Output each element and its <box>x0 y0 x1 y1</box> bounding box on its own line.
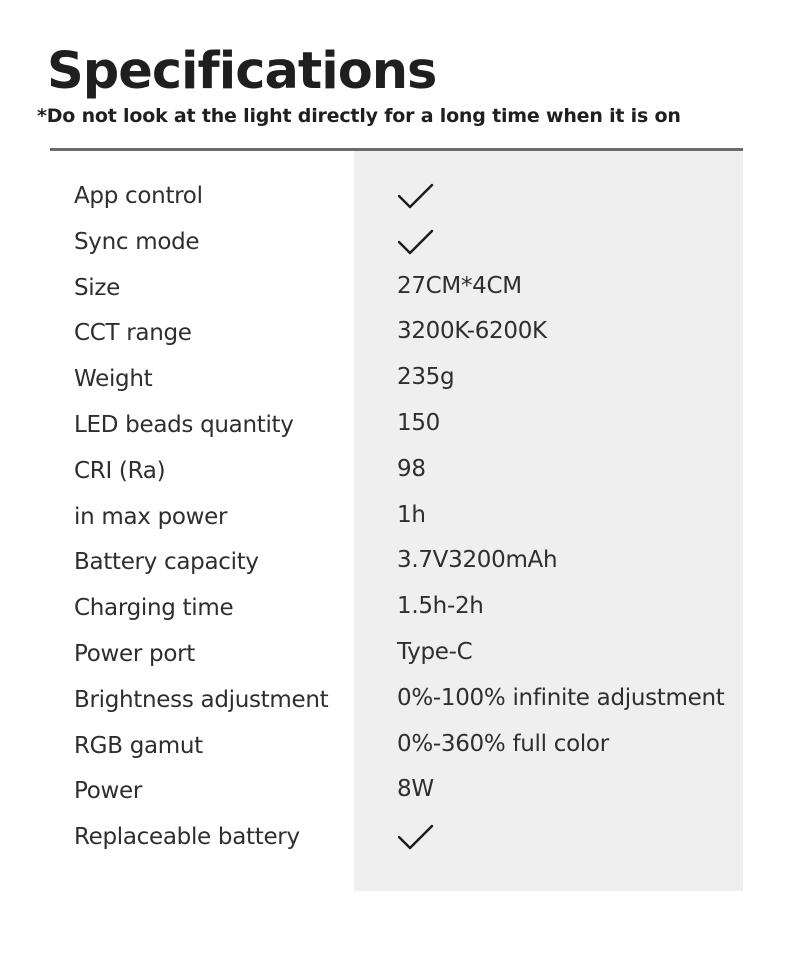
spec-value: 3200K-6200K <box>397 318 547 345</box>
spec-value: 1.5h-2h <box>397 593 484 620</box>
spec-row-size <box>0 266 790 312</box>
spec-label: LED beads quantity <box>74 411 294 438</box>
spec-label: CRI (Ra) <box>74 457 166 484</box>
spec-value: 27CM*4CM <box>397 272 522 299</box>
spec-label: Charging time <box>74 595 234 622</box>
spec-row-power <box>0 769 790 815</box>
spec-value: 3.7V3200mAh <box>397 547 558 574</box>
check-icon <box>398 229 434 257</box>
spec-value: 1h <box>397 501 426 528</box>
spec-row-cri <box>0 449 790 495</box>
spec-label: App control <box>74 183 203 209</box>
spec-row-rgb-gamut <box>0 724 790 770</box>
spec-label: Sync mode <box>74 228 200 255</box>
spec-row-replaceable-battery <box>0 815 790 861</box>
spec-row-app-control <box>0 174 790 220</box>
spec-table <box>0 174 790 861</box>
spec-row-led-beads <box>0 403 790 449</box>
spec-value: 235g <box>397 364 455 391</box>
spec-label: Brightness adjustment <box>74 686 329 713</box>
spec-row-cct-range <box>0 311 790 357</box>
check-icon <box>398 824 434 852</box>
spec-label: Power <box>74 778 143 805</box>
spec-value: 0%-360% full color <box>397 730 609 757</box>
check-icon <box>398 183 434 211</box>
spec-row-max-power-runtime <box>0 495 790 541</box>
spec-label: Replaceable battery <box>74 824 300 851</box>
spec-value: 8W <box>397 776 434 803</box>
spec-label: Battery capacity <box>74 549 259 576</box>
spec-row-weight <box>0 357 790 403</box>
spec-value: 98 <box>397 455 426 482</box>
spec-label: Size <box>74 274 121 301</box>
spec-value: Type-C <box>397 638 473 665</box>
spec-row-sync-mode <box>0 220 790 266</box>
spec-value: 150 <box>397 409 440 436</box>
spec-row-battery-capacity <box>0 540 790 586</box>
spec-row-brightness <box>0 678 790 724</box>
page-title: Specifications <box>47 42 437 101</box>
safety-warning: *Do not look at the light directly for a long time when it is on <box>37 105 681 127</box>
spec-row-power-port <box>0 632 790 678</box>
spec-label: in max power <box>74 503 228 530</box>
spec-value: 0%-100% infinite adjustment <box>397 684 725 711</box>
spec-label: Weight <box>74 366 153 393</box>
spec-label: Power port <box>74 640 195 667</box>
spec-row-charging-time <box>0 586 790 632</box>
spec-label: RGB gamut <box>74 732 203 759</box>
spec-label: CCT range <box>74 320 192 347</box>
